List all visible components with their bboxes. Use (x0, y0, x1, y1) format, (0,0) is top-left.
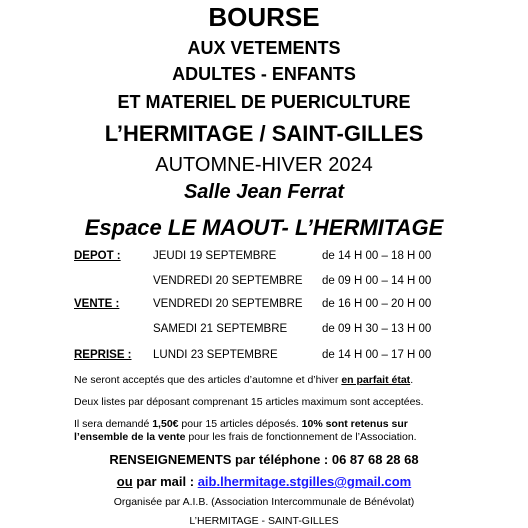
email-prefix-ou: ou (116, 474, 133, 489)
note-fee (74, 418, 408, 430)
email-prefix: par mail : (132, 474, 198, 489)
depot-day-1: JEUDI 19 SEPTEMBRE (153, 250, 277, 262)
vente-time-2: de 09 H 30 – 13 H 00 (322, 323, 432, 335)
depot-time-2: de 09 H 00 – 14 H 00 (322, 275, 432, 287)
hall-name: Salle Jean Ferrat (183, 181, 345, 203)
note-condition-emphasis: en parfait état (341, 374, 411, 386)
depot-day-2: VENDREDI 20 SEPTEMBRE (153, 275, 303, 287)
note-fee-text-2: pour 15 articles déposés. (178, 418, 302, 430)
note-fee-text: Il sera demandé (74, 418, 153, 430)
note-fee-amount: 1,50€ (152, 418, 179, 430)
organiser-line: Organisée par A.I.B. (Association Intercommunale de Bénévolat) (113, 496, 415, 508)
footer-location: L’HERMITAGE - SAINT-GILLES (189, 515, 339, 527)
vente-day-1: VENDREDI 20 SEPTEMBRE (153, 298, 303, 310)
depot-label: DEPOT : (74, 250, 121, 262)
note-fee-percent: 10% sont retenus sur (301, 418, 408, 430)
reprise-day: LUNDI 23 SEPTEMBRE (153, 349, 278, 361)
note-fee-purpose: pour les frais de fonctionnement de l’Association. (185, 431, 417, 443)
note-condition-text: Ne seront acceptés que des articles d’automne et d’hiver (74, 374, 342, 386)
note-fee-scope: l’ensemble de la vente (74, 431, 186, 443)
event-title: BOURSE (208, 2, 320, 32)
subtitle-audience: ADULTES - ENFANTS (172, 64, 356, 84)
email-contact (0, 474, 528, 489)
depot-time-1: de 14 H 00 – 18 H 00 (322, 250, 432, 262)
subtitle-clothes: AUX VETEMENTS (187, 38, 341, 58)
vente-day-2: SAMEDI 21 SEPTEMBRE (153, 323, 288, 335)
season-heading: AUTOMNE-HIVER 2024 (155, 154, 373, 176)
note-condition (74, 374, 413, 386)
venue-name: Espace LE MAOUT- L’HERMITAGE (84, 215, 444, 240)
reprise-label: REPRISE : (74, 349, 132, 361)
note-fee-line2 (74, 431, 417, 443)
subtitle-childcare: ET MATERIEL DE PUERICULTURE (117, 92, 411, 112)
note-condition-end: . (410, 374, 414, 386)
phone-contact: RENSEIGNEMENTS par téléphone : 06 87 68 28 68 (109, 452, 419, 467)
reprise-time: de 14 H 00 – 17 H 00 (322, 349, 432, 361)
vente-time-1: de 16 H 00 – 20 H 00 (322, 298, 432, 310)
note-lists: Deux listes par déposant comprenant 15 articles maximum sont acceptées. (74, 396, 424, 408)
email-link[interactable]: aib.lhermitage.stgilles@gmail.com (197, 474, 412, 489)
location-heading: L’HERMITAGE / SAINT-GILLES (104, 121, 424, 146)
vente-label: VENTE : (74, 298, 120, 310)
